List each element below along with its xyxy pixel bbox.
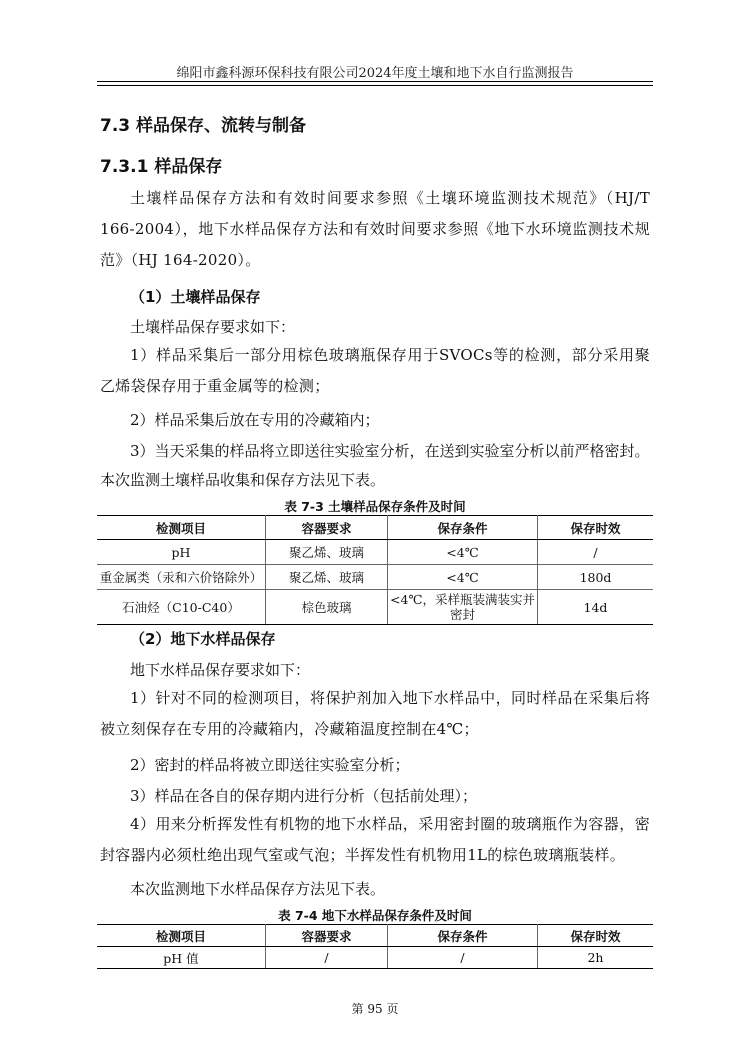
table1-header: 检测项目 [97, 516, 266, 540]
table1-caption: 表 7-3 土壤样品保存条件及时间 [284, 499, 466, 514]
table-row [97, 540, 653, 565]
soil-lead: 土壤样品保存要求如下： [130, 318, 296, 336]
groundwater-storage-table [97, 924, 653, 969]
groundwater-item-4: 4）用来分析挥发性有机物的地下水样品，采用密封圈的玻璃瓶作为容器，密封容器内必须杜绝出现气室或气泡；半挥发性有机物用1L的棕色玻璃瓶装样。 [100, 815, 650, 864]
table-cell: 棕色玻璃 [266, 590, 388, 625]
soil-heading: （1）土壤样品保存 [130, 288, 261, 306]
table-cell: 重金属类（汞和六价铬除外） [97, 565, 266, 590]
soil-item-3: 3）当天采集的样品将立即送往实验室分析，在送到实验室分析以前严格密封。 [130, 442, 650, 460]
table1-header: 容器要求 [266, 516, 388, 540]
soil-item-1: 1）样品采集后一部分用棕色玻璃瓶保存用于SVOCs等的检测，部分采用聚乙烯袋保存用于重金属等的检测； [100, 346, 650, 395]
table-cell: <4℃ [388, 565, 538, 590]
table1-header: 保存时效 [538, 516, 654, 540]
section-title: 7.3 样品保存、流转与制备 [100, 116, 307, 136]
groundwater-lead: 地下水样品保存要求如下： [130, 661, 311, 679]
groundwater-item-2: 2）密封的样品将被立即送往实验室分析； [130, 756, 410, 774]
soil-storage-table [97, 515, 653, 625]
header-rule-thin [97, 85, 653, 86]
groundwater-heading: （2）地下水样品保存 [130, 630, 276, 648]
page-number: 第 95 页 [351, 1002, 399, 1016]
page-header: 绵阳市鑫科源环保科技有限公司2024年度土壤和地下水自行监测报告 [176, 66, 574, 81]
groundwater-tail: 本次监测地下水样品保存方法见下表。 [130, 880, 386, 898]
table-cell: / [388, 947, 538, 969]
table-cell: 2h [538, 947, 654, 969]
soil-item-2: 2）样品采集后放在专用的冷藏箱内； [130, 411, 380, 429]
table2-header: 检测项目 [97, 925, 266, 947]
table-cell: 聚乙烯、玻璃 [266, 540, 388, 565]
groundwater-item-1: 1）针对不同的检测项目，将保护剂加入地下水样品中，同时样品在采集后将被立刻保存在专用的冷藏箱内，冷藏箱温度控制在4℃； [100, 689, 650, 738]
table-cell: pH [97, 540, 266, 565]
table-cell: / [266, 947, 388, 969]
soil-tail: 本次监测土壤样品收集和保存方法见下表。 [100, 471, 386, 489]
table-cell: 石油烃（C10-C40） [97, 590, 266, 625]
table-cell: <4℃ [388, 540, 538, 565]
table-row [97, 590, 653, 625]
table2-caption: 表 7-4 地下水样品保存条件及时间 [278, 908, 472, 923]
subsection-title: 7.3.1 样品保存 [100, 157, 223, 177]
intro-paragraph: 土壤样品保存方法和有效时间要求参照《土壤环境监测技术规范》（HJ/T 166-2004），地下水样品保存方法和有效时间要求参照《地下水环境监测技术规范》（HJ 164-2020）。 [100, 189, 650, 269]
header-rule-thick [97, 81, 653, 82]
table2-header: 保存条件 [388, 925, 538, 947]
table-cell: 聚乙烯、玻璃 [266, 565, 388, 590]
table-row [97, 565, 653, 590]
table-row [97, 947, 653, 969]
table2-header: 容器要求 [266, 925, 388, 947]
table-cell: 180d [538, 565, 654, 590]
table1-header: 保存条件 [388, 516, 538, 540]
table-cell: 14d [538, 590, 654, 625]
table-cell: / [538, 540, 654, 565]
table2-header: 保存时效 [538, 925, 654, 947]
table-cell: <4℃，采样瓶装满装实并密封 [388, 590, 538, 625]
groundwater-item-3: 3）样品在各自的保存期内进行分析（包括前处理）； [130, 787, 478, 805]
table-cell: pH 值 [97, 947, 266, 969]
